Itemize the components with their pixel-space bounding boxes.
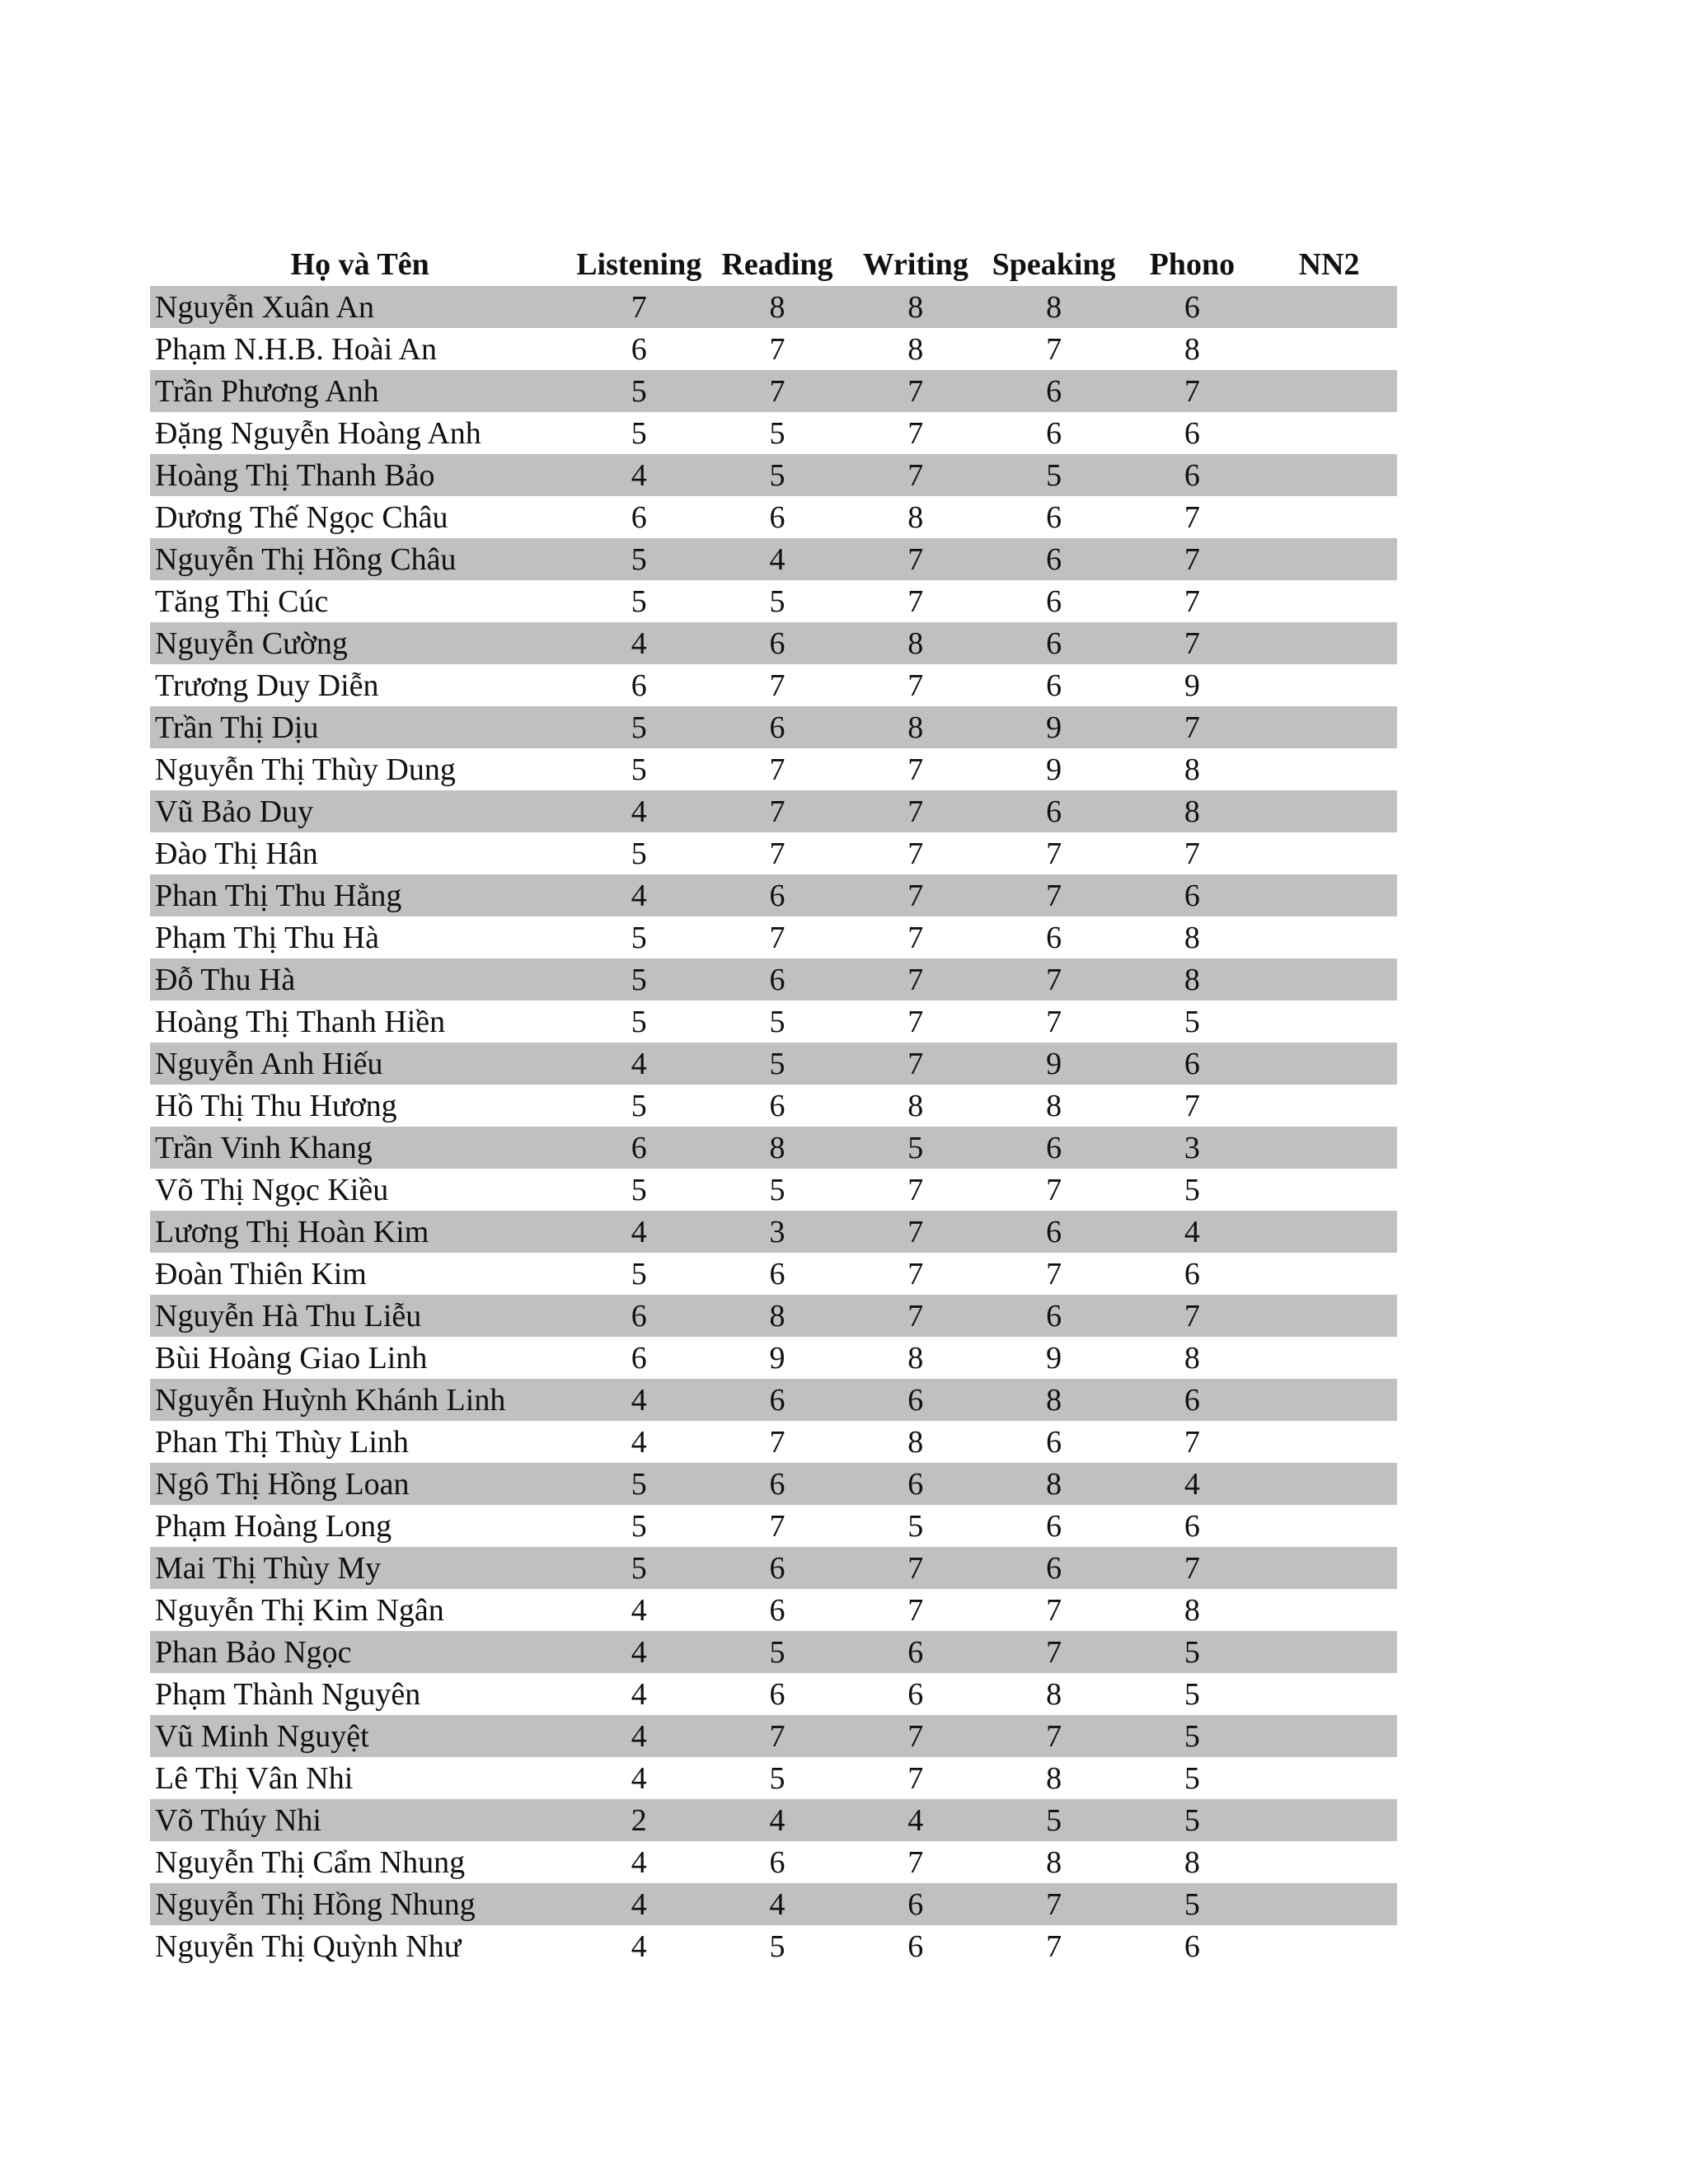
table-row <box>150 1337 1397 1379</box>
writing-score: 7 <box>907 1004 924 1039</box>
listening-score: 5 <box>631 1088 647 1123</box>
table-row <box>150 1085 1397 1127</box>
student-name: Phan Bảo Ngọc <box>155 1634 352 1670</box>
writing-score: 7 <box>907 373 924 409</box>
table-row <box>150 706 1397 748</box>
phono-score: 6 <box>1184 1508 1200 1544</box>
writing-score: 7 <box>907 1256 924 1291</box>
student-name: Trần Phương Anh <box>155 373 379 409</box>
reading-score: 7 <box>769 373 785 409</box>
writing-score: 7 <box>907 1718 924 1754</box>
student-name: Phạm N.H.B. Hoài An <box>155 331 437 367</box>
student-name: Đặng Nguyễn Hoàng Anh <box>155 415 481 451</box>
phono-score: 7 <box>1184 710 1200 745</box>
listening-score: 4 <box>631 1844 647 1880</box>
table-row <box>150 664 1397 706</box>
student-name: Nguyễn Thị Thùy Dung <box>155 752 456 787</box>
listening-score: 6 <box>631 499 647 535</box>
speaking-score: 6 <box>1046 1550 1062 1586</box>
table-row <box>150 1925 1397 1967</box>
phono-score: 8 <box>1184 1592 1200 1628</box>
listening-score: 5 <box>631 1550 647 1586</box>
student-name: Tăng Thị Cúc <box>155 583 329 619</box>
writing-score: 7 <box>907 920 924 955</box>
student-name: Phạm Thành Nguyên <box>155 1676 421 1712</box>
student-name: Hoàng Thị Thanh Hiền <box>155 1004 446 1039</box>
student-name: Nguyễn Thị Hồng Nhung <box>155 1886 476 1922</box>
writing-score: 8 <box>907 331 924 367</box>
writing-score: 5 <box>907 1130 924 1165</box>
speaking-score: 5 <box>1046 457 1062 493</box>
phono-score: 3 <box>1184 1130 1200 1165</box>
listening-score: 6 <box>631 1130 647 1165</box>
phono-score: 5 <box>1184 1802 1200 1838</box>
speaking-score: 8 <box>1046 1760 1062 1796</box>
reading-score: 6 <box>769 878 785 913</box>
reading-score: 6 <box>769 1676 785 1712</box>
table-row <box>150 1631 1397 1673</box>
reading-score: 7 <box>769 836 785 871</box>
student-name: Vũ Minh Nguyệt <box>155 1718 369 1754</box>
phono-score: 5 <box>1184 1886 1200 1922</box>
writing-score: 8 <box>907 1088 924 1123</box>
reading-score: 6 <box>769 1592 785 1628</box>
student-name: Mai Thị Thùy My <box>155 1550 382 1586</box>
phono-score: 8 <box>1184 920 1200 955</box>
reading-score: 6 <box>769 1466 785 1502</box>
phono-score: 6 <box>1184 1256 1200 1291</box>
header-reading: Reading <box>721 247 833 282</box>
phono-score: 4 <box>1184 1466 1200 1502</box>
reading-score: 8 <box>769 1298 785 1333</box>
student-name: Phạm Hoàng Long <box>155 1508 392 1544</box>
reading-score: 7 <box>769 1424 785 1460</box>
reading-score: 8 <box>769 1130 785 1165</box>
listening-score: 4 <box>631 1718 647 1754</box>
speaking-score: 9 <box>1046 710 1062 745</box>
student-name: Nguyễn Thị Kim Ngân <box>155 1592 444 1628</box>
phono-score: 8 <box>1184 331 1200 367</box>
table-row <box>150 1547 1397 1589</box>
student-name: Nguyễn Huỳnh Khánh Linh <box>155 1382 506 1418</box>
phono-score: 6 <box>1184 1929 1200 1964</box>
speaking-score: 7 <box>1046 331 1062 367</box>
speaking-score: 6 <box>1046 1130 1062 1165</box>
reading-score: 6 <box>769 626 785 661</box>
speaking-score: 7 <box>1046 1256 1062 1291</box>
speaking-score: 8 <box>1046 1382 1062 1418</box>
writing-score: 7 <box>907 583 924 619</box>
phono-score: 6 <box>1184 878 1200 913</box>
student-name: Bùi Hoàng Giao Linh <box>155 1340 428 1376</box>
listening-score: 4 <box>631 878 647 913</box>
speaking-score: 6 <box>1046 626 1062 661</box>
speaking-score: 6 <box>1046 1508 1062 1544</box>
table-row <box>150 622 1397 664</box>
student-name: Phan Thị Thu Hằng <box>155 878 402 913</box>
phono-score: 6 <box>1184 457 1200 493</box>
table-row <box>150 538 1397 580</box>
table-row <box>150 496 1397 538</box>
phono-score: 5 <box>1184 1634 1200 1670</box>
table-row <box>150 1253 1397 1295</box>
student-name: Phạm Thị Thu Hà <box>155 920 379 955</box>
listening-score: 5 <box>631 1172 647 1207</box>
speaking-score: 8 <box>1046 1844 1062 1880</box>
speaking-score: 7 <box>1046 836 1062 871</box>
reading-score: 5 <box>769 583 785 619</box>
writing-score: 6 <box>907 1382 924 1418</box>
student-name: Hồ Thị Thu Hương <box>155 1088 397 1123</box>
table-row <box>150 748 1397 790</box>
speaking-score: 7 <box>1046 1929 1062 1964</box>
listening-score: 5 <box>631 1004 647 1039</box>
writing-score: 7 <box>907 1844 924 1880</box>
listening-score: 4 <box>631 794 647 829</box>
speaking-score: 6 <box>1046 499 1062 535</box>
listening-score: 2 <box>631 1802 647 1838</box>
student-name: Lê Thị Vân Nhi <box>155 1760 354 1796</box>
reading-score: 6 <box>769 1088 785 1123</box>
table-header <box>150 239 1397 286</box>
listening-score: 6 <box>631 668 647 703</box>
writing-score: 7 <box>907 752 924 787</box>
student-name: Trần Thị Dịu <box>155 710 319 745</box>
speaking-score: 6 <box>1046 1298 1062 1333</box>
writing-score: 8 <box>907 499 924 535</box>
phono-score: 6 <box>1184 415 1200 451</box>
phono-score: 5 <box>1184 1004 1200 1039</box>
listening-score: 4 <box>631 1886 647 1922</box>
speaking-score: 7 <box>1046 1004 1062 1039</box>
reading-score: 4 <box>769 1886 785 1922</box>
table-row <box>150 1883 1397 1925</box>
table-row <box>150 1799 1397 1841</box>
speaking-score: 7 <box>1046 878 1062 913</box>
phono-score: 9 <box>1184 668 1200 703</box>
speaking-score: 8 <box>1046 1676 1062 1712</box>
listening-score: 5 <box>631 373 647 409</box>
writing-score: 7 <box>907 962 924 997</box>
table-row <box>150 1043 1397 1085</box>
speaking-score: 7 <box>1046 1592 1062 1628</box>
phono-score: 7 <box>1184 1088 1200 1123</box>
student-name: Lương Thị Hoàn Kim <box>155 1214 429 1249</box>
listening-score: 4 <box>631 457 647 493</box>
speaking-score: 8 <box>1046 1466 1062 1502</box>
table-row <box>150 1169 1397 1211</box>
listening-score: 4 <box>631 1676 647 1712</box>
phono-score: 7 <box>1184 1424 1200 1460</box>
phono-score: 7 <box>1184 499 1200 535</box>
table-row <box>150 1001 1397 1043</box>
phono-score: 7 <box>1184 1298 1200 1333</box>
table-row <box>150 832 1397 874</box>
writing-score: 7 <box>907 541 924 577</box>
listening-score: 5 <box>631 1256 647 1291</box>
writing-score: 7 <box>907 1550 924 1586</box>
student-name: Dương Thế Ngọc Châu <box>155 499 448 535</box>
student-name: Hoàng Thị Thanh Bảo <box>155 457 435 493</box>
reading-score: 7 <box>769 331 785 367</box>
speaking-score: 6 <box>1046 668 1062 703</box>
writing-score: 7 <box>907 878 924 913</box>
header-name: Họ và Tên <box>290 247 429 282</box>
writing-score: 7 <box>907 1172 924 1207</box>
student-name: Đoàn Thiên Kim <box>155 1256 367 1291</box>
speaking-score: 7 <box>1046 1718 1062 1754</box>
writing-score: 8 <box>907 1340 924 1376</box>
reading-score: 4 <box>769 1802 785 1838</box>
speaking-score: 7 <box>1046 962 1062 997</box>
writing-score: 7 <box>907 1046 924 1081</box>
table-row <box>150 1673 1397 1715</box>
speaking-score: 6 <box>1046 541 1062 577</box>
table-row <box>150 874 1397 916</box>
reading-score: 7 <box>769 752 785 787</box>
speaking-score: 8 <box>1046 1088 1062 1123</box>
reading-score: 5 <box>769 457 785 493</box>
listening-score: 4 <box>631 626 647 661</box>
student-name: Phan Thị Thùy Linh <box>155 1424 409 1460</box>
table-row <box>150 286 1397 328</box>
table-row <box>150 370 1397 412</box>
table-row <box>150 790 1397 832</box>
writing-score: 6 <box>907 1634 924 1670</box>
reading-score: 5 <box>769 1929 785 1964</box>
reading-score: 6 <box>769 1844 785 1880</box>
listening-score: 5 <box>631 415 647 451</box>
student-name: Nguyễn Anh Hiếu <box>155 1046 383 1081</box>
reading-score: 5 <box>769 1004 785 1039</box>
speaking-score: 5 <box>1046 1802 1062 1838</box>
writing-score: 7 <box>907 668 924 703</box>
writing-score: 8 <box>907 626 924 661</box>
listening-score: 4 <box>631 1214 647 1249</box>
listening-score: 4 <box>631 1760 647 1796</box>
phono-score: 6 <box>1184 1382 1200 1418</box>
student-name: Đào Thị Hân <box>155 836 318 871</box>
reading-score: 6 <box>769 710 785 745</box>
reading-score: 7 <box>769 1718 785 1754</box>
writing-score: 6 <box>907 1929 924 1964</box>
writing-score: 6 <box>907 1676 924 1712</box>
header-writing: Writing <box>862 247 968 282</box>
speaking-score: 6 <box>1046 1424 1062 1460</box>
phono-score: 8 <box>1184 794 1200 829</box>
phono-score: 6 <box>1184 1046 1200 1081</box>
speaking-score: 6 <box>1046 373 1062 409</box>
phono-score: 8 <box>1184 962 1200 997</box>
speaking-score: 9 <box>1046 1340 1062 1376</box>
reading-score: 9 <box>769 1340 785 1376</box>
student-name: Nguyễn Thị Cẩm Nhung <box>155 1844 466 1880</box>
phono-score: 7 <box>1184 583 1200 619</box>
listening-score: 5 <box>631 583 647 619</box>
phono-score: 4 <box>1184 1214 1200 1249</box>
listening-score: 4 <box>631 1424 647 1460</box>
phono-score: 5 <box>1184 1718 1200 1754</box>
header-listening: Listening <box>576 247 702 282</box>
student-name: Võ Thị Ngọc Kiều <box>155 1172 389 1207</box>
table-row <box>150 1421 1397 1463</box>
reading-score: 6 <box>769 1382 785 1418</box>
writing-score: 4 <box>907 1802 924 1838</box>
phono-score: 5 <box>1184 1676 1200 1712</box>
writing-score: 7 <box>907 836 924 871</box>
table-body <box>150 286 1397 1967</box>
reading-score: 5 <box>769 1172 785 1207</box>
reading-score: 5 <box>769 415 785 451</box>
writing-score: 5 <box>907 1508 924 1544</box>
score-table <box>150 239 1397 1967</box>
table-row <box>150 454 1397 496</box>
listening-score: 5 <box>631 752 647 787</box>
student-name: Trần Vinh Khang <box>155 1130 373 1165</box>
reading-score: 7 <box>769 920 785 955</box>
listening-score: 4 <box>631 1046 647 1081</box>
speaking-score: 7 <box>1046 1886 1062 1922</box>
phono-score: 7 <box>1184 1550 1200 1586</box>
table-row <box>150 1757 1397 1799</box>
student-name: Nguyễn Thị Quỳnh Như <box>155 1929 462 1964</box>
student-name: Nguyễn Thị Hồng Châu <box>155 541 457 577</box>
phono-score: 7 <box>1184 626 1200 661</box>
table-row <box>150 916 1397 958</box>
speaking-score: 6 <box>1046 794 1062 829</box>
table-row <box>150 1715 1397 1757</box>
reading-score: 6 <box>769 1256 785 1291</box>
reading-score: 7 <box>769 794 785 829</box>
speaking-score: 7 <box>1046 1172 1062 1207</box>
table-row <box>150 1295 1397 1337</box>
writing-score: 7 <box>907 1214 924 1249</box>
reading-score: 6 <box>769 962 785 997</box>
student-name: Nguyễn Hà Thu Liễu <box>155 1298 422 1333</box>
table-row <box>150 412 1397 454</box>
listening-score: 5 <box>631 1508 647 1544</box>
listening-score: 5 <box>631 541 647 577</box>
speaking-score: 7 <box>1046 1634 1062 1670</box>
writing-score: 6 <box>907 1886 924 1922</box>
reading-score: 3 <box>769 1214 785 1249</box>
reading-score: 5 <box>769 1046 785 1081</box>
writing-score: 8 <box>907 1424 924 1460</box>
table-row <box>150 1379 1397 1421</box>
student-name: Ngô Thị Hồng Loan <box>155 1466 410 1502</box>
writing-score: 7 <box>907 1592 924 1628</box>
phono-score: 6 <box>1184 289 1200 325</box>
writing-score: 6 <box>907 1466 924 1502</box>
reading-score: 6 <box>769 499 785 535</box>
listening-score: 4 <box>631 1382 647 1418</box>
speaking-score: 6 <box>1046 1214 1062 1249</box>
speaking-score: 9 <box>1046 1046 1062 1081</box>
table-row <box>150 328 1397 370</box>
table-row <box>150 1505 1397 1547</box>
listening-score: 5 <box>631 962 647 997</box>
reading-score: 5 <box>769 1760 785 1796</box>
reading-score: 7 <box>769 668 785 703</box>
table-row <box>150 1841 1397 1883</box>
header-nn2: NN2 <box>1298 247 1360 282</box>
listening-score: 5 <box>631 920 647 955</box>
reading-score: 8 <box>769 289 785 325</box>
student-name: Vũ Bảo Duy <box>155 794 314 829</box>
speaking-score: 6 <box>1046 415 1062 451</box>
listening-score: 6 <box>631 331 647 367</box>
phono-score: 8 <box>1184 752 1200 787</box>
writing-score: 7 <box>907 1760 924 1796</box>
listening-score: 5 <box>631 836 647 871</box>
speaking-score: 8 <box>1046 289 1062 325</box>
writing-score: 8 <box>907 710 924 745</box>
student-name: Nguyễn Xuân An <box>155 289 374 325</box>
phono-score: 7 <box>1184 373 1200 409</box>
writing-score: 7 <box>907 794 924 829</box>
table-row <box>150 1127 1397 1169</box>
table-row <box>150 1211 1397 1253</box>
speaking-score: 6 <box>1046 920 1062 955</box>
listening-score: 4 <box>631 1929 647 1964</box>
header-speaking: Speaking <box>992 247 1116 282</box>
student-name: Đỗ Thu Hà <box>155 962 296 997</box>
phono-score: 5 <box>1184 1760 1200 1796</box>
table-row <box>150 1589 1397 1631</box>
listening-score: 4 <box>631 1634 647 1670</box>
reading-score: 7 <box>769 1508 785 1544</box>
table-row <box>150 1463 1397 1505</box>
listening-score: 7 <box>631 289 647 325</box>
phono-score: 5 <box>1184 1172 1200 1207</box>
reading-score: 5 <box>769 1634 785 1670</box>
header-phono: Phono <box>1149 247 1236 282</box>
writing-score: 8 <box>907 289 924 325</box>
listening-score: 5 <box>631 710 647 745</box>
student-name: Võ Thúy Nhi <box>155 1802 321 1838</box>
speaking-score: 6 <box>1046 583 1062 619</box>
student-name: Nguyễn Cường <box>155 626 348 661</box>
listening-score: 4 <box>631 1592 647 1628</box>
reading-score: 6 <box>769 1550 785 1586</box>
phono-score: 7 <box>1184 836 1200 871</box>
reading-score: 4 <box>769 541 785 577</box>
listening-score: 5 <box>631 1466 647 1502</box>
writing-score: 7 <box>907 1298 924 1333</box>
phono-score: 7 <box>1184 541 1200 577</box>
phono-score: 8 <box>1184 1844 1200 1880</box>
table-row <box>150 958 1397 1001</box>
student-name: Trương Duy Diễn <box>155 668 379 703</box>
phono-score: 8 <box>1184 1340 1200 1376</box>
table-row <box>150 580 1397 622</box>
writing-score: 7 <box>907 415 924 451</box>
listening-score: 6 <box>631 1298 647 1333</box>
writing-score: 7 <box>907 457 924 493</box>
listening-score: 6 <box>631 1340 647 1376</box>
speaking-score: 9 <box>1046 752 1062 787</box>
